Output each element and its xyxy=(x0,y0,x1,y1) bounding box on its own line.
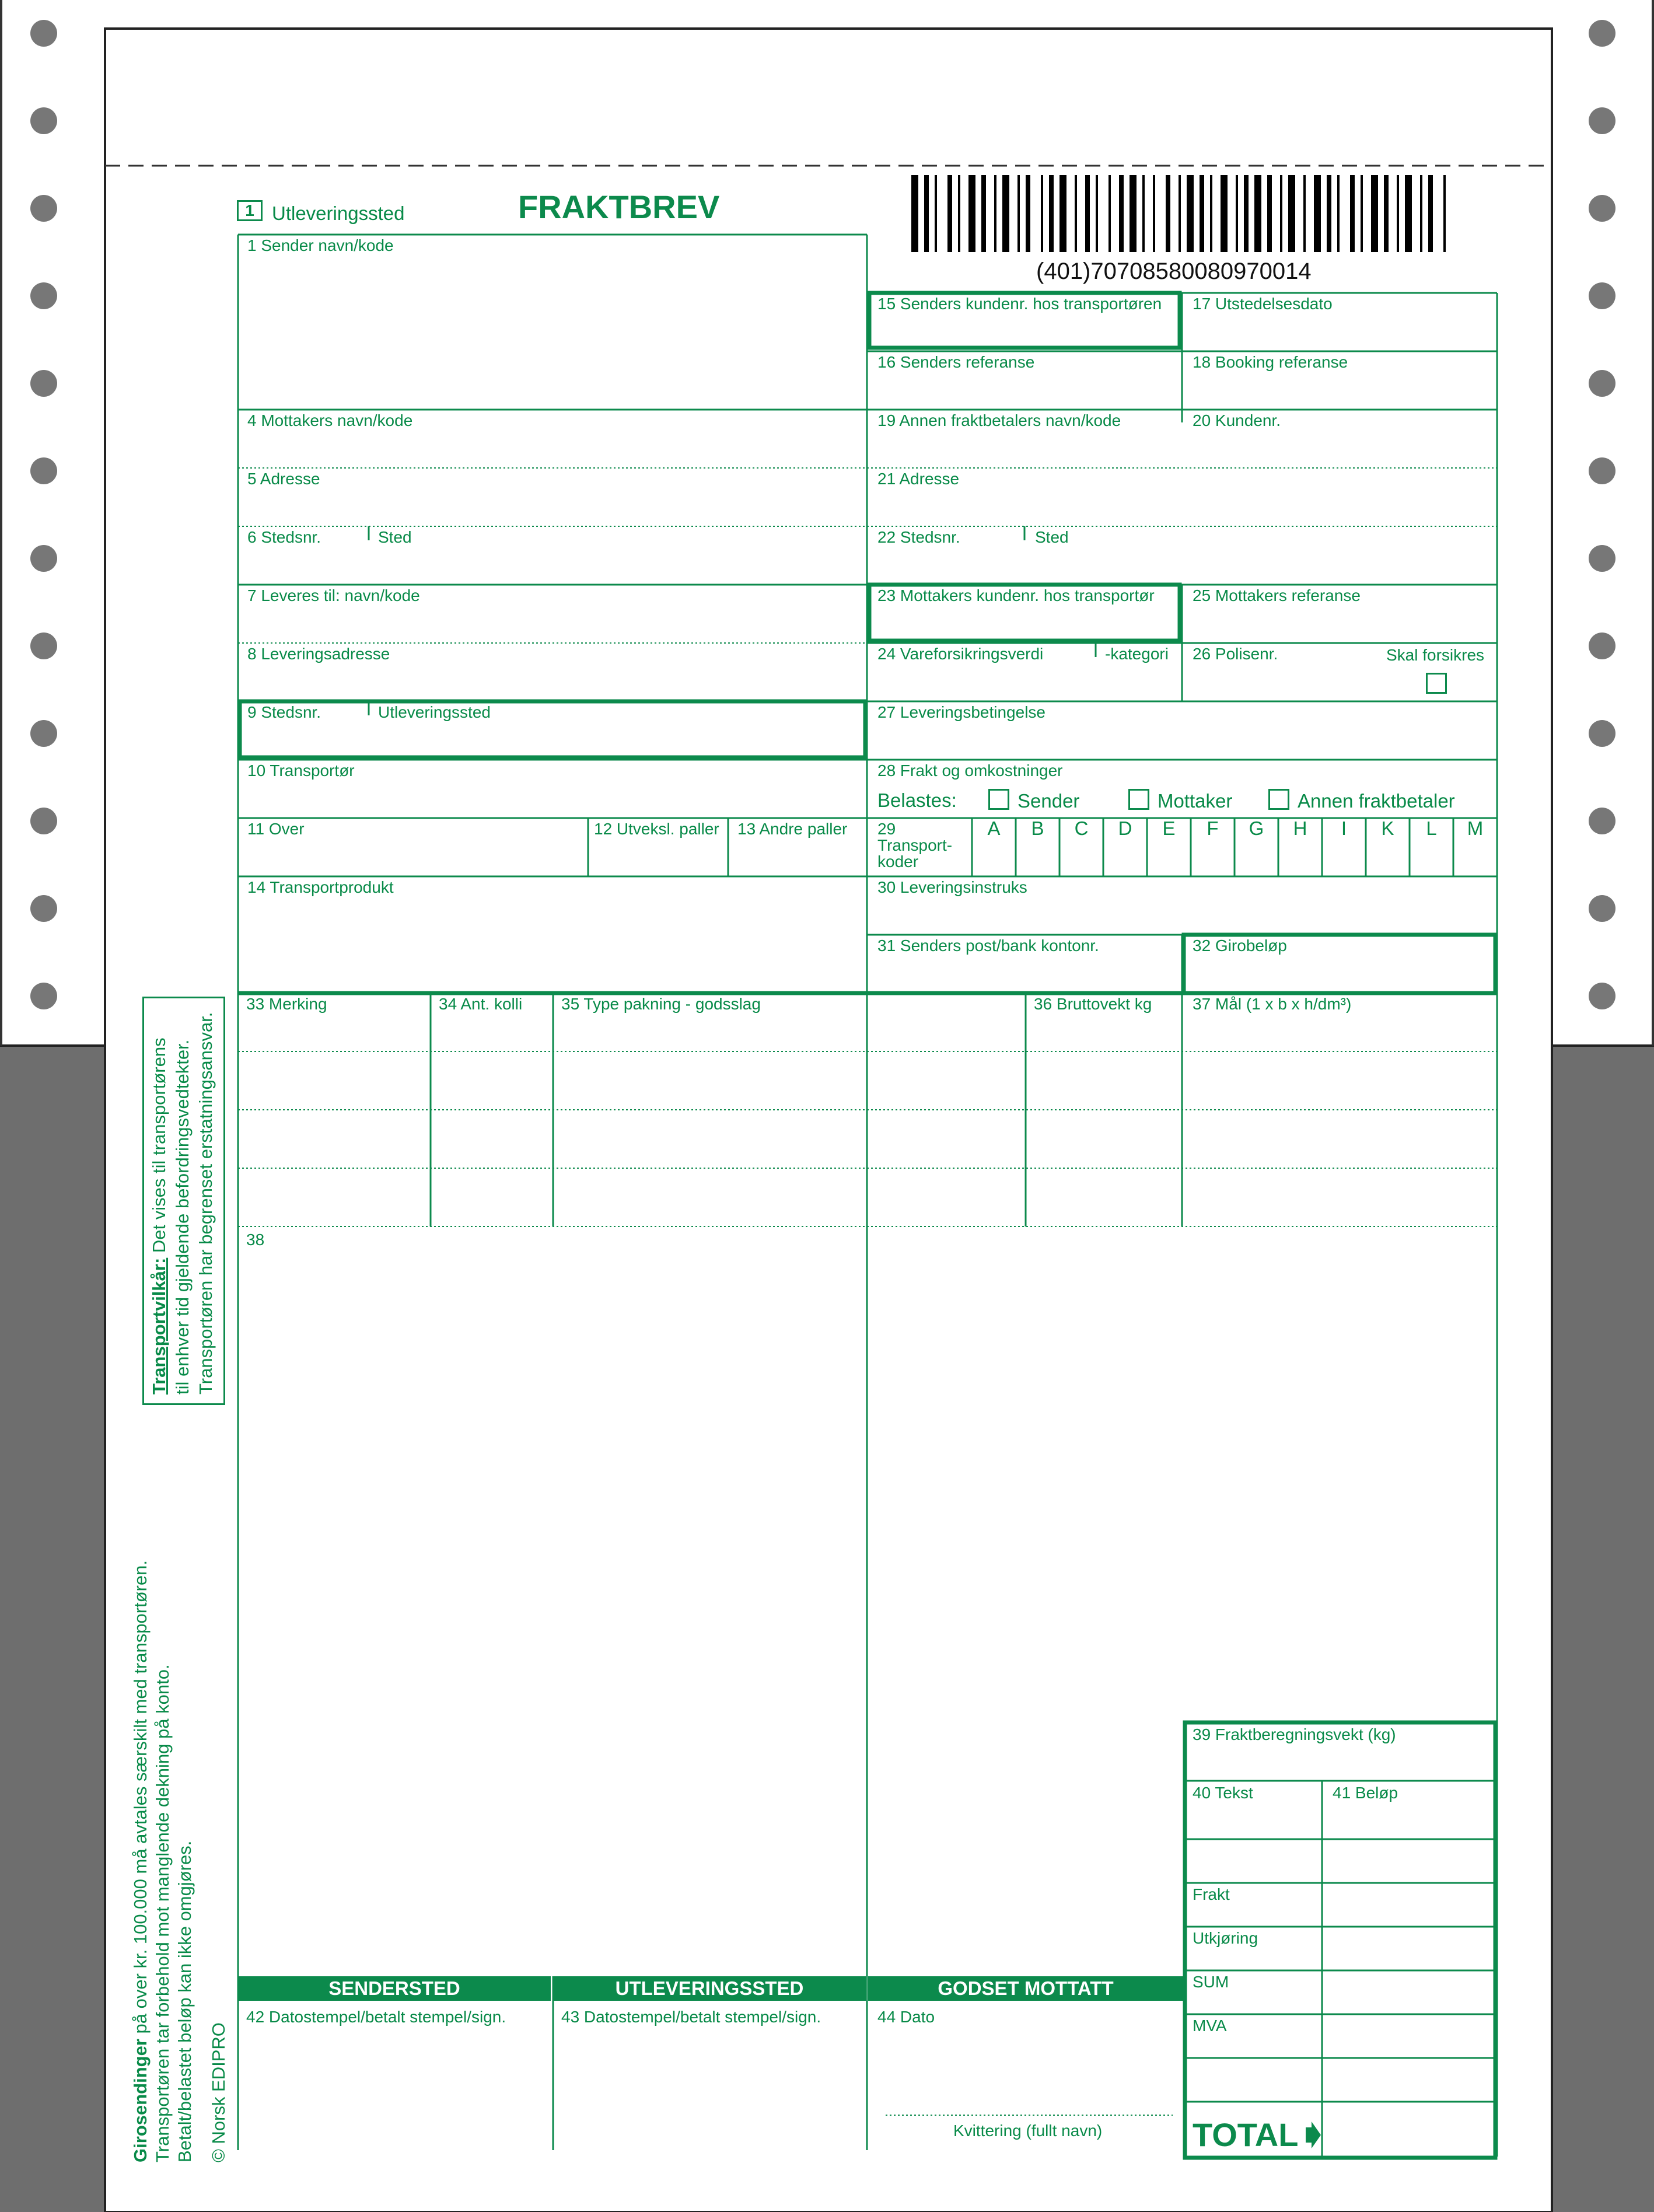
barcode-bar xyxy=(1166,175,1170,252)
barcode-bar xyxy=(1017,175,1020,252)
delivery-place-header: UTLEVERINGSSTED xyxy=(553,1976,866,2001)
barcode-bar xyxy=(958,175,960,252)
payer-postcode-label: 22 Stedsnr. xyxy=(877,528,960,546)
feed-hole xyxy=(1589,983,1615,1009)
copy-box-number: 1 xyxy=(237,200,263,221)
barcode-bar xyxy=(1244,175,1249,252)
barcode-bar xyxy=(1288,175,1295,252)
barcode-text: (401)70708580080970014 xyxy=(1036,258,1312,284)
barcode-bar xyxy=(1327,175,1331,252)
feed-hole xyxy=(30,107,57,134)
customer-no-label: 20 Kundenr. xyxy=(1193,411,1281,429)
feed-hole xyxy=(30,457,57,484)
transport-product-label: 14 Transportprodukt xyxy=(247,878,394,896)
issue-date-label: 17 Utstedelsesdato xyxy=(1193,295,1333,313)
giro-note-line-2: Transportøren tar forbehold mot manglende dekning på konto. xyxy=(152,1664,173,2162)
barcode-bar xyxy=(1384,175,1389,252)
carrier-label: 10 Transportør xyxy=(247,761,355,780)
feed-hole xyxy=(30,633,57,659)
barcode-bar xyxy=(1179,175,1181,252)
feed-hole xyxy=(1589,895,1615,922)
barcode-bar xyxy=(1337,175,1340,252)
giro-text-1: på over kr. 100.000 må avtales særskilt med transportøren. xyxy=(130,1560,151,2039)
barcode-bar xyxy=(981,175,986,252)
feed-hole xyxy=(1589,633,1615,659)
feed-hole xyxy=(1589,282,1615,309)
gross-weight-label: 36 Bruttovekt kg xyxy=(1034,995,1152,1013)
barcode-bar xyxy=(1221,175,1228,252)
deliver-to-label: 7 Leveres til: navn/kode xyxy=(247,586,420,604)
barcode-bar xyxy=(1361,175,1363,252)
transport-terms-heading: Transportvilkår: xyxy=(149,1257,169,1395)
feed-hole xyxy=(30,370,57,397)
sender-place-header: SENDERSTED xyxy=(238,1976,551,2001)
delivery-stamp-label: 43 Datostempel/betalt stempel/sign. xyxy=(561,2008,821,2026)
barcode-bar xyxy=(1210,175,1212,252)
feed-hole xyxy=(30,808,57,834)
feed-hole xyxy=(30,895,57,922)
transport-code-k: K xyxy=(1381,817,1394,839)
feed-hole xyxy=(1589,545,1615,572)
other-pallets-label: 13 Andre paller xyxy=(737,820,848,838)
barcode-bar xyxy=(1153,175,1155,252)
feed-hole xyxy=(1589,720,1615,747)
barcode-bar xyxy=(924,175,929,252)
barcode-bar xyxy=(1187,175,1194,252)
barcode-bar xyxy=(1200,175,1204,252)
payer-place-label: Sted xyxy=(1035,528,1069,546)
delivery-postcode-label: 9 Stedsnr. xyxy=(247,703,321,721)
charged-to-label: Belastes: xyxy=(877,789,957,811)
vat-label: MVA xyxy=(1193,2017,1227,2035)
feed-hole xyxy=(1589,107,1615,134)
transport-codes-label-2: koder xyxy=(877,852,919,871)
feed-hole xyxy=(30,282,57,309)
barcode-bar xyxy=(1075,175,1077,252)
other-payer-checkbox[interactable] xyxy=(1268,789,1289,810)
transport-code-h: H xyxy=(1293,817,1307,839)
barcode-bar xyxy=(1130,175,1137,252)
barcode-bar xyxy=(1002,175,1009,252)
barcode-bar xyxy=(1280,175,1282,252)
barcode-bar xyxy=(1236,175,1238,252)
delivery-terms-label: 27 Leveringsbetingelse xyxy=(877,703,1045,721)
barcode-bar xyxy=(1096,175,1098,252)
sender-checkbox[interactable] xyxy=(988,789,1009,810)
transport-terms-line-3: Transportøren har begrenset erstatningsansvar. xyxy=(195,1012,216,1395)
giro-note-line-3: Betalt/belastet beløp kan ikke omgjøres. xyxy=(174,1840,195,2162)
barcode-bar xyxy=(968,175,975,252)
marking-label: 33 Merking xyxy=(246,995,327,1013)
sum-label: SUM xyxy=(1193,1973,1229,1991)
delivery-charge-label: Utkjøring xyxy=(1193,1929,1258,1947)
freight-costs-label: 28 Frakt og omkostninger xyxy=(877,761,1063,780)
transport-code-l: L xyxy=(1426,817,1437,839)
feed-hole xyxy=(1589,808,1615,834)
barcode-bar xyxy=(911,175,918,252)
receiver-checkbox[interactable] xyxy=(1128,789,1149,810)
amount-column-label: 41 Beløp xyxy=(1333,1784,1398,1802)
insure-label: Skal forsikres xyxy=(1386,646,1485,664)
transport-code-f: F xyxy=(1207,817,1219,839)
sender-stamp-label: 42 Datostempel/betalt stempel/sign. xyxy=(246,2008,506,2026)
other-payer-option-label: Annen fraktbetaler xyxy=(1298,790,1455,812)
receiver-customer-no-label: 23 Mottakers kundenr. hos transportør xyxy=(877,586,1155,604)
barcode-bar xyxy=(1314,175,1321,252)
form-title: FRAKTBREV xyxy=(518,188,720,225)
insurance-category-label: -kategori xyxy=(1105,645,1169,663)
sender-account-label: 31 Senders post/bank kontonr. xyxy=(877,936,1099,955)
total-arrow-icon xyxy=(1305,2120,1322,2150)
receiver-address-label: 5 Adresse xyxy=(247,470,320,488)
total-label: TOTAL xyxy=(1193,2116,1299,2153)
feed-hole xyxy=(1589,370,1615,397)
transport-terms-line-1 xyxy=(148,1037,170,1395)
over-label: 11 Over xyxy=(247,820,305,838)
receiver-postcode-label: 6 Stedsnr. xyxy=(247,528,321,546)
transport-code-b: B xyxy=(1031,817,1044,839)
barcode-bar xyxy=(1371,175,1378,252)
transport-codes-number: 29 xyxy=(877,820,896,838)
feed-hole xyxy=(1589,20,1615,47)
sender-reference-label: 16 Senders referanse xyxy=(877,353,1035,371)
receipt-name-label: Kvittering (fullt navn) xyxy=(953,2122,1103,2140)
feed-hole xyxy=(1589,457,1615,484)
field-38-label: 38 xyxy=(246,1231,265,1249)
other-payer-label: 19 Annen fraktbetalers navn/kode xyxy=(877,411,1121,429)
copy-name: Utleveringssted xyxy=(272,202,405,224)
barcode-bar xyxy=(1420,175,1422,252)
barcode-bar xyxy=(1059,175,1066,252)
barcode-bar xyxy=(1049,175,1054,252)
giro-amount-label: 32 Girobeløp xyxy=(1193,936,1287,955)
transport-code-a: A xyxy=(987,817,1001,839)
giro-note-line-1 xyxy=(130,1560,152,2162)
transport-code-i: I xyxy=(1341,817,1347,839)
sender-name-label: 1 Sender navn/kode xyxy=(247,236,394,254)
barcode-bar xyxy=(935,175,937,252)
feed-hole xyxy=(30,545,57,572)
sender-customer-no-label: 15 Senders kundenr. hos transportøren xyxy=(877,295,1162,313)
feed-hole xyxy=(30,720,57,747)
goods-received-header: GODSET MOTTATT xyxy=(868,1976,1183,2001)
barcode-bar xyxy=(1142,175,1145,252)
barcode-bar xyxy=(1026,175,1030,252)
receiver-name-label: 4 Mottakers navn/kode xyxy=(247,411,413,429)
barcode-bar xyxy=(994,175,996,252)
giro-heading: Girosendinger xyxy=(130,2039,151,2162)
sender-option-label: Sender xyxy=(1017,790,1080,812)
receiver-place-label: Sted xyxy=(378,528,412,546)
receiver-option-label: Mottaker xyxy=(1158,790,1233,812)
booking-reference-label: 18 Booking referanse xyxy=(1193,353,1348,371)
barcode-bar xyxy=(1405,175,1412,252)
transport-codes-label-1: Transport- xyxy=(877,836,953,854)
barcode-bar xyxy=(1085,175,1090,252)
text-column-label: 40 Tekst xyxy=(1193,1784,1253,1802)
package-count-label: 34 Ant. kolli xyxy=(439,995,523,1013)
chargeable-weight-label: 39 Fraktberegningsvekt (kg) xyxy=(1193,1725,1396,1743)
delivery-instructions-label: 30 Leveringsinstruks xyxy=(877,878,1027,896)
barcode-bar xyxy=(1041,175,1043,252)
insurance-value-label: 24 Vareforsikringsverdi xyxy=(877,645,1044,663)
barcode-bar xyxy=(1109,175,1111,252)
receiver-reference-label: 25 Mottakers referanse xyxy=(1193,586,1361,604)
freight-row-label: Frakt xyxy=(1193,1885,1230,1903)
barcode-bar xyxy=(1350,175,1355,252)
received-date-label: 44 Dato xyxy=(877,2008,935,2026)
barcode-bar xyxy=(1397,175,1399,252)
feed-hole xyxy=(30,195,57,222)
dimensions-label: 37 Mål (1 x b x h/dm³) xyxy=(1193,995,1352,1013)
payer-address-label: 21 Adresse xyxy=(877,470,960,488)
transport-code-m: M xyxy=(1467,817,1484,839)
transport-terms-line-2: til enhver tid gjeldende befordringsvedtekter. xyxy=(172,1039,193,1395)
copyright-text: © Norsk EDIPRO xyxy=(208,2022,229,2162)
barcode-bar xyxy=(947,175,952,252)
transport-code-e: E xyxy=(1162,817,1176,839)
barcode-bar xyxy=(1119,175,1124,252)
transport-terms-text-1: Det vises til transportørens xyxy=(149,1037,169,1258)
barcode-bar xyxy=(1303,175,1306,252)
feed-hole xyxy=(1589,195,1615,222)
transport-code-g: G xyxy=(1249,817,1264,839)
feed-hole xyxy=(30,983,57,1009)
exchange-pallets-label: 12 Utveksl. paller xyxy=(594,820,719,838)
barcode-bar xyxy=(1428,175,1433,252)
feed-hole xyxy=(30,20,57,47)
transport-code-c: C xyxy=(1074,817,1089,839)
delivery-address-label: 8 Leveringsadresse xyxy=(247,645,390,663)
barcode-bar xyxy=(1254,175,1261,252)
policy-no-label: 26 Polisenr. xyxy=(1193,645,1278,663)
insure-checkbox[interactable] xyxy=(1426,673,1447,694)
package-type-label: 35 Type pakning - godsslag xyxy=(561,995,761,1013)
transport-code-d: D xyxy=(1118,817,1132,839)
barcode-bar xyxy=(1443,175,1446,252)
barcode-bar xyxy=(1267,175,1272,252)
delivery-place-label: Utleveringssted xyxy=(378,703,491,721)
